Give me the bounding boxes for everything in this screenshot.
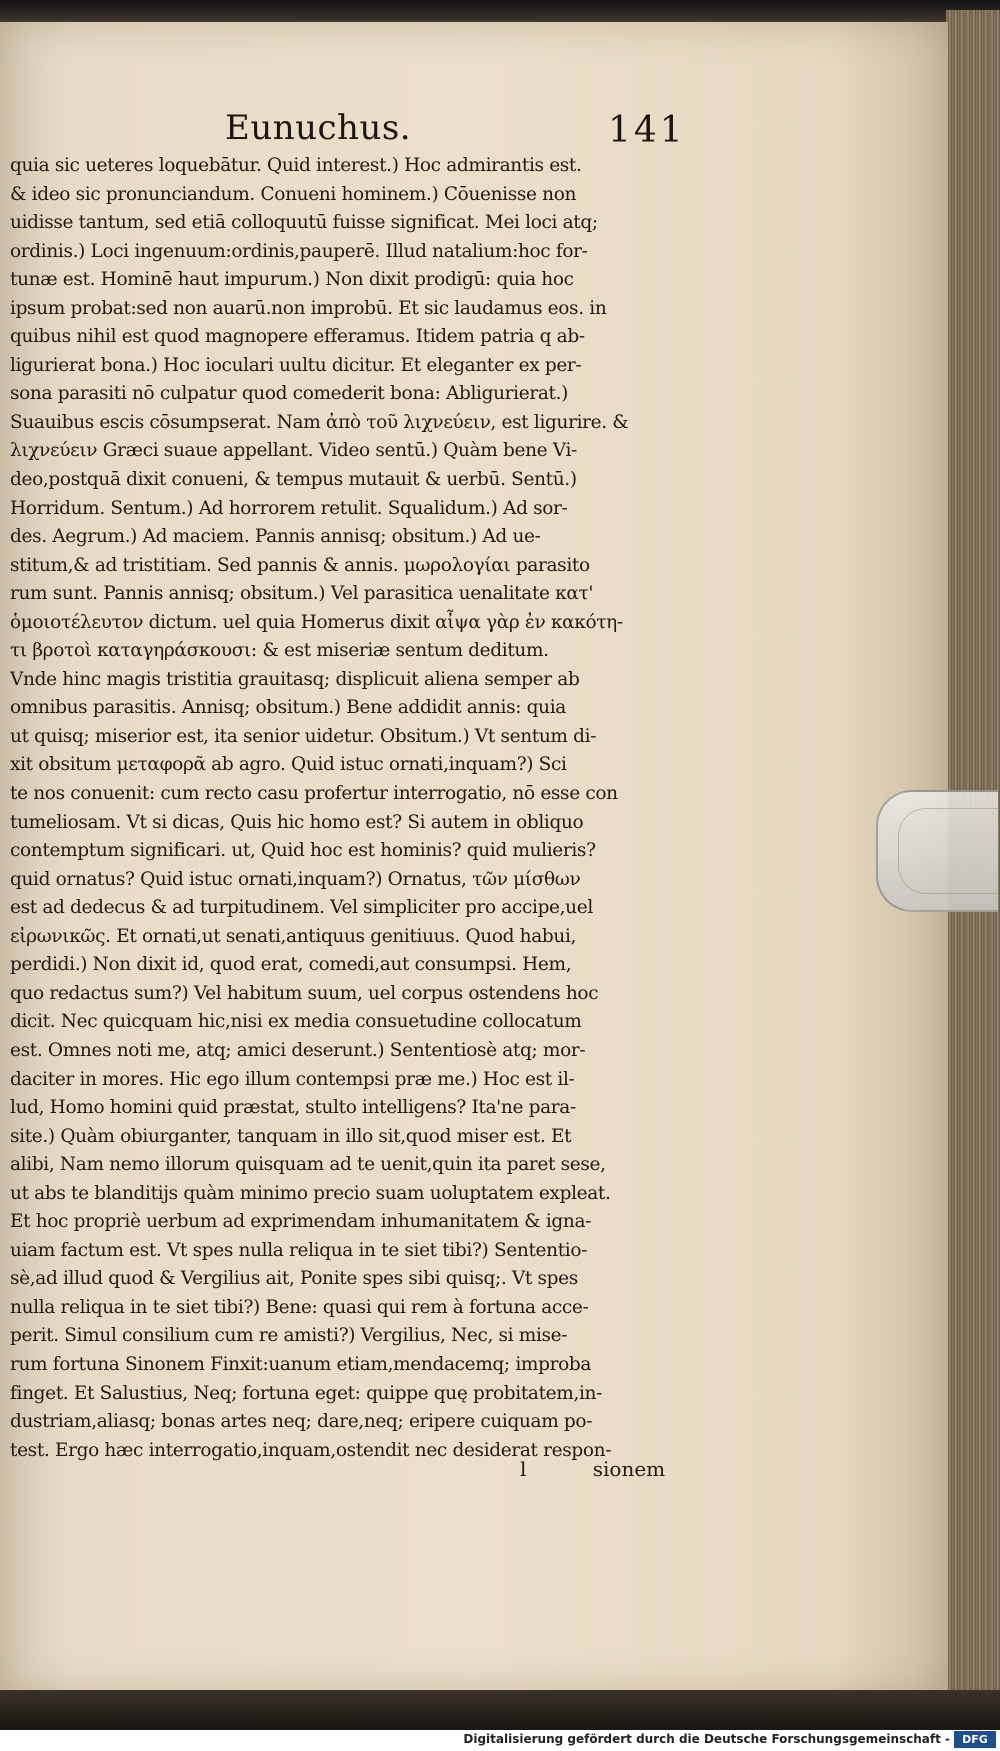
text-line: sona parasiti nō culpatur quod comederit bona: Abligurierat.) — [10, 383, 568, 405]
footer-bar — [0, 1730, 1000, 1751]
text-line: tunæ est. Hominē haut impurum.) Non dixit prodigū: quia hoc — [10, 269, 574, 291]
text-line: tumeliosam. Vt si dicas, Quis hic homo est? Si autem in obliquo — [10, 811, 584, 833]
text-line: ut abs te blanditijs quàm minimo precio suam uoluptatem expleat. — [10, 1182, 611, 1204]
page-header — [0, 108, 948, 152]
text-line: xit obsitum μεταφορᾶ ab agro. Quid istuc ornati,inquam?) Sci — [10, 754, 567, 776]
text-line: finget. Et Salustius, Neq; fortuna eget: quippe quę probitatem,in- — [10, 1382, 603, 1404]
running-head: Eunuchus. — [225, 108, 412, 148]
text-line: dicit. Nec quicquam hic,nisi ex media consuetudine collocatum — [10, 1011, 582, 1033]
text-line: λιχνεύειν Græci suaue appellant. Video sentū.) Quàm bene Vi- — [10, 440, 577, 462]
text-line: Et hoc propriè uerbum ad exprimendam inhumanitatem & igna- — [10, 1211, 592, 1233]
text-line: test. Ergo hæc interrogatio,inquam,ostendit nec desiderat respon- — [10, 1439, 612, 1461]
plastic-clip-inner — [898, 808, 999, 894]
text-line: rum fortuna Sinonem Finxit:uanum etiam,mendacemq; improba — [10, 1353, 592, 1375]
page-number: 141 — [608, 110, 686, 151]
text-line: rum sunt. Pannis annisq; obsitum.) Vel parasitica uenalitate κατ' — [10, 583, 594, 605]
text-line: quid ornatus? Quid istuc ornati,inquam?) Ornatus, τῶν μίσθων — [10, 868, 581, 890]
catchword-line — [520, 1457, 665, 1481]
text-line: ligurierat bona.) Hoc ioculari uultu dicitur. Et eleganter ex per- — [10, 354, 582, 376]
book-bottom-edge — [0, 1690, 1000, 1730]
text-line: ut quisq; miserior est, ita senior uidetur. Obsitum.) Vt sentum di- — [10, 725, 597, 747]
text-line: te nos conuenit: cum recto casu profertur interrogatio, nō esse con — [10, 783, 618, 805]
text-line: alibi, Nam nemo illorum quisquam ad te uenit,quin ita paret sese, — [10, 1154, 606, 1176]
text-line: τι βροτοὶ καταγηράσκουσι: & est miseriæ sentum deditum. — [10, 640, 549, 662]
text-line: perdidi.) Non dixit id, quod erat, comedi,aut consumpsi. Hem, — [10, 954, 572, 976]
text-line: ὁμοιοτέλευτον dictum. uel quia Homerus dixit αἶψα γὰρ ἐν κακότη- — [10, 611, 623, 633]
text-line: site.) Quàm obiurganter, tanquam in illo sit,quod miser est. Et — [10, 1125, 572, 1147]
text-line: Vnde hinc magis tristitia grauitasq; displicuit aliena semper ab — [10, 668, 580, 690]
text-line: Horridum. Sentum.) Ad horrorem retulit. Squalidum.) Ad sor- — [10, 497, 568, 519]
text-line: quibus nihil est quod magnopere efferamus. Itidem patria q ab- — [10, 326, 585, 348]
text-line: nulla reliqua in te siet tibi?) Bene: quasi qui rem à fortuna acce- — [10, 1296, 589, 1318]
text-line: & ideo sic pronunciandum. Conueni hominem.) Cōuenisse non — [10, 183, 577, 205]
text-block — [10, 152, 696, 1465]
text-line: uidisse tantum, sed etiā colloquutū fuisse significat. Mei loci atq; — [10, 212, 598, 234]
dfg-logo-icon: DFG — [954, 1731, 996, 1748]
text-line: ordinis.) Loci ingenuum:ordinis,pauperē. Illud natalium:hoc for- — [10, 240, 588, 262]
plastic-clip — [876, 790, 998, 912]
signature-mark: l — [520, 1457, 527, 1481]
text-line: omnibus parasitis. Annisq; obsitum.) Bene addidit annis: quia — [10, 697, 566, 719]
text-line: quo redactus sum?) Vel habitum suum, uel corpus ostendens hoc — [10, 982, 599, 1004]
text-line: quia sic ueteres loquebātur. Quid interest.) Hoc admirantis est. — [10, 155, 582, 176]
text-line: εἰρωνικῶς. Et ornati,ut senati,antiquus genitiuus. Quod habui, — [10, 925, 577, 947]
text-line: des. Aegrum.) Ad maciem. Pannis annisq; obsitum.) Ad ue- — [10, 526, 541, 548]
text-line: Suauibus escis cōsumpserat. Nam ἀπὸ τοῦ λιχνεύειν, est ligurire. & — [10, 411, 629, 433]
text-line: uiam factum est. Vt spes nulla reliqua in te siet tibi?) Sententio- — [10, 1239, 588, 1261]
funding-credit: Digitalisierung gefördert durch die Deutsche Forschungsgemeinschaft - — [463, 1732, 950, 1746]
text-line: est. Omnes noti me, atq; amici deserunt.) Sententiosè atq; mor- — [10, 1039, 586, 1061]
text-line: stitum,& ad tristitiam. Sed pannis & annis. μωρολογίαι parasito — [10, 554, 590, 576]
text-line: daciter in mores. Hic ego illum contempsi præ me.) Hoc est il- — [10, 1068, 575, 1090]
text-line: ipsum probat:sed non auarū.non improbū. Et sic laudamus eos. in — [10, 297, 607, 319]
text-line: dustriam,aliasq; bonas artes neq; dare,neq; eripere cuiquam po- — [10, 1411, 593, 1433]
text-line: deo,postquā dixit conueni, & tempus mutauit & uerbū. Sentū.) — [10, 469, 577, 491]
text-line: est ad dedecus & ad turpitudinem. Vel simpliciter pro accipe,uel — [10, 897, 593, 919]
text-line: perit. Simul consilium cum re amisti?) Vergilius, Nec, si mise- — [10, 1325, 568, 1347]
text-line: contemptum significari. ut, Quid hoc est hominis? quid mulieris? — [10, 840, 596, 862]
text-line: sè,ad illud quod & Vergilius ait, Ponite spes sibi quisq;. Vt spes — [10, 1268, 578, 1290]
text-line: lud, Homo homini quid præstat, stulto intelligens? Ita'ne para- — [10, 1097, 576, 1119]
catchword: sionem — [592, 1457, 666, 1481]
